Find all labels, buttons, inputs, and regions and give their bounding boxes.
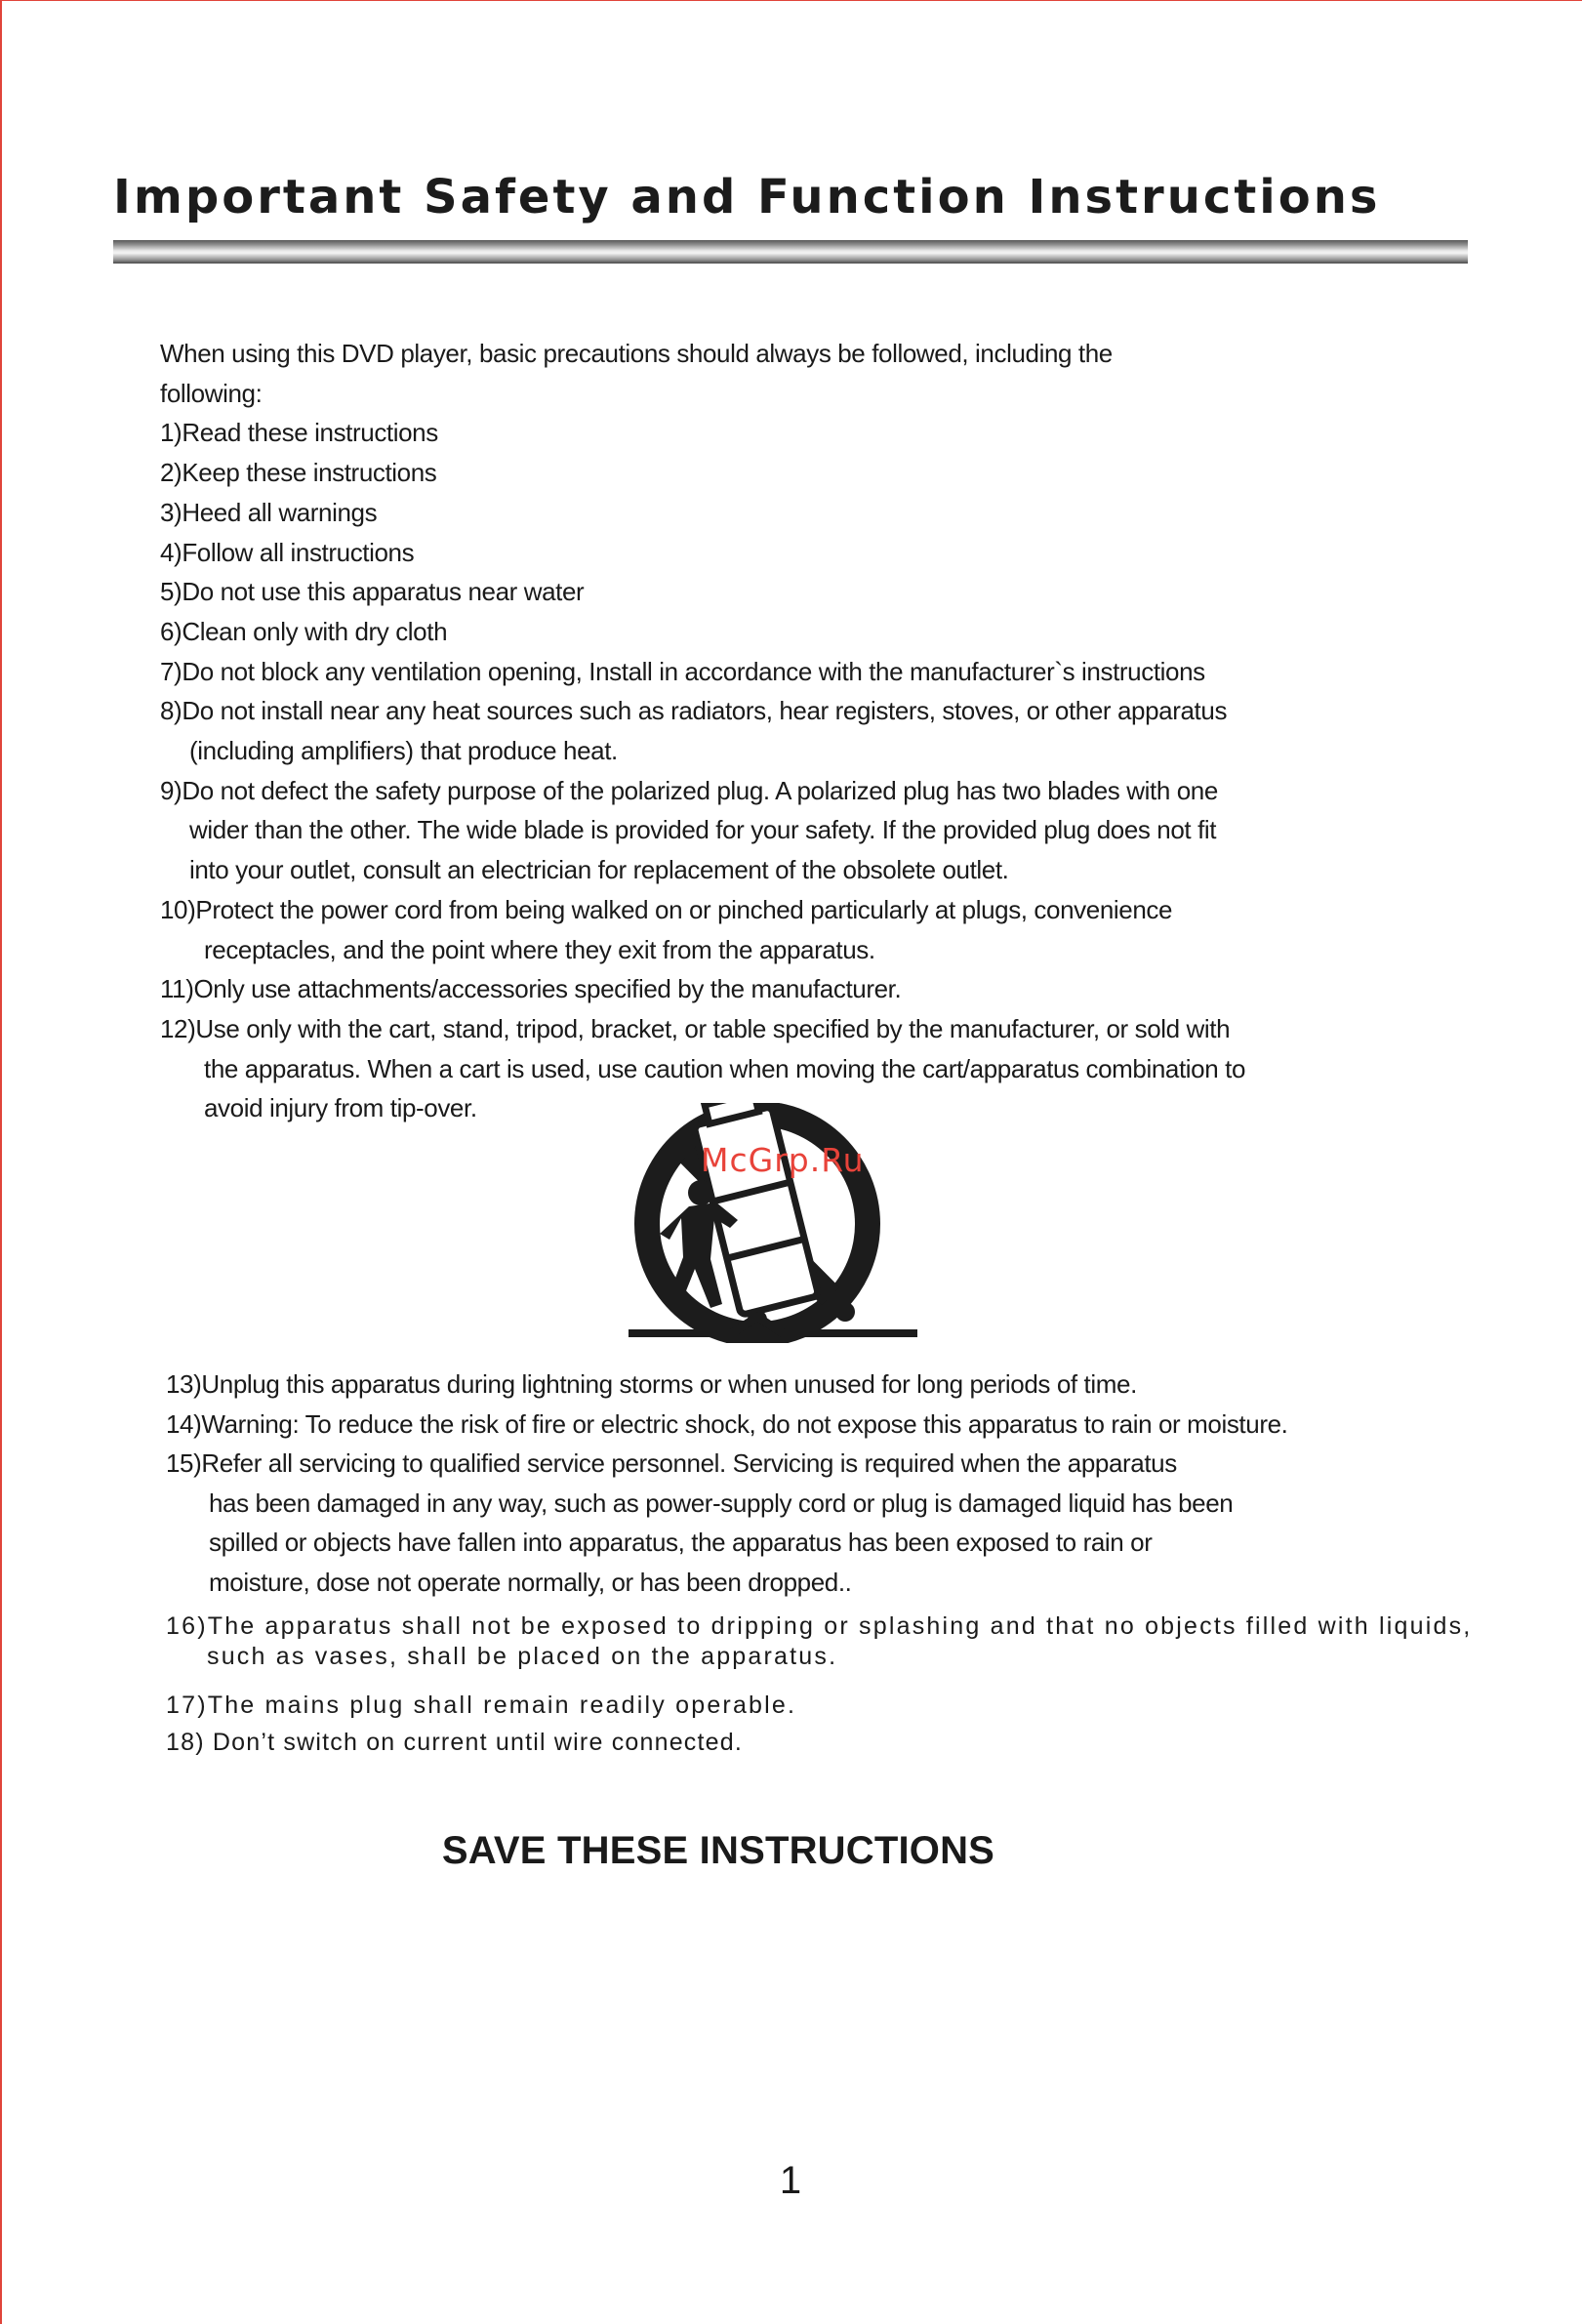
page-edge-left xyxy=(0,0,2,2324)
instruction-item-17: 17)The mains plug shall remain readily operable. xyxy=(166,1692,797,1719)
instruction-item-12-cont-1: the apparatus. When a cart is used, use caution when moving the cart/apparatus combination to xyxy=(204,1053,1246,1083)
instruction-item-9-cont-1: wider than the other. The wide blade is provided for your safety. If the provided plug does not fit xyxy=(189,815,1217,845)
instruction-item-12-cont-2: avoid injury from tip-over. xyxy=(204,1093,477,1123)
instruction-item-15-cont-1: has been damaged in any way, such as power-supply cord or plug is damaged liquid has been xyxy=(209,1488,1234,1518)
watermark-text: McGrp.Ru xyxy=(701,1141,865,1179)
instruction-item-8-cont: (including amplifiers) that produce heat. xyxy=(189,736,618,766)
instruction-item-1: 1) Read these instructions xyxy=(160,418,438,448)
page-number: 1 xyxy=(779,2159,802,2202)
instruction-item-18: 18) Don’t switch on current until wire connected. xyxy=(166,1729,744,1756)
instruction-item-2: 2) Keep these instructions xyxy=(160,458,437,488)
page-title: Important Safety and Function Instructions xyxy=(113,170,1381,224)
instruction-item-14: 14) Warning: To reduce the risk of fire or electric shock, do not expose this apparatus to rain or moisture. xyxy=(166,1408,1288,1439)
instruction-item-11: 11) Only use attachments/accessories specified by the manufacturer. xyxy=(160,974,902,1004)
instruction-item-9-cont-2: into your outlet, consult an electrician for replacement of the obsolete outlet. xyxy=(189,855,1009,885)
instruction-item-6: 6) Clean only with dry cloth xyxy=(160,616,448,646)
title-divider xyxy=(113,240,1468,264)
instruction-item-15-cont-3: moisture, dose not operate normally, or has been dropped.. xyxy=(209,1567,852,1597)
instruction-item-8: 8) Do not install near any heat sources such as radiators, hear registers, stoves, or other apparatus xyxy=(160,696,1228,726)
page-edge-top xyxy=(0,0,1582,1)
instruction-item-16: 16)The apparatus shall not be exposed to dripping or splashing and that no objects filled with liquids, xyxy=(166,1612,1473,1640)
instruction-item-10: 10) Protect the power cord from being walked on or pinched particularly at plugs, convenience xyxy=(160,894,1173,924)
cart-tip-over-warning-icon xyxy=(621,1103,917,1343)
instruction-item-15: 15) Refer all servicing to qualified service personnel. Servicing is required when the apparatus xyxy=(166,1448,1177,1478)
instruction-item-10-cont: receptacles, and the point where they exit from the apparatus. xyxy=(204,934,875,964)
intro-line-1: When using this DVD player, basic precautions should always be followed, including the xyxy=(160,339,1113,368)
instruction-item-3: 3) Heed all warnings xyxy=(160,497,378,527)
instruction-item-16-cont: such as vases, shall be placed on the apparatus. xyxy=(207,1643,838,1670)
instruction-item-5: 5) Do not use this apparatus near water xyxy=(160,577,585,607)
instructions-body-lower xyxy=(166,1365,1493,1602)
instruction-item-7: 7) Do not block any ventilation opening, Install in accordance with the manufacturer`s instructions xyxy=(160,656,1205,686)
intro-line-2: following: xyxy=(160,378,263,408)
instructions-body xyxy=(160,334,1458,1128)
instruction-item-9: 9) Do not defect the safety purpose of the polarized plug. A polarized plug has two blades with one xyxy=(160,775,1218,805)
instruction-item-15-cont-2: spilled or objects have fallen into apparatus, the apparatus has been exposed to rain or xyxy=(209,1528,1153,1557)
instruction-item-13: 13) Unplug this apparatus during lightning storms or when unused for long periods of time. xyxy=(166,1369,1137,1399)
instruction-item-12: 12) Use only with the cart, stand, tripod, bracket, or table specified by the manufacturer, or sold with xyxy=(160,1013,1231,1043)
instruction-item-4: 4) Follow all instructions xyxy=(160,537,415,567)
save-instructions-heading: SAVE THESE INSTRUCTIONS xyxy=(441,1829,995,1872)
